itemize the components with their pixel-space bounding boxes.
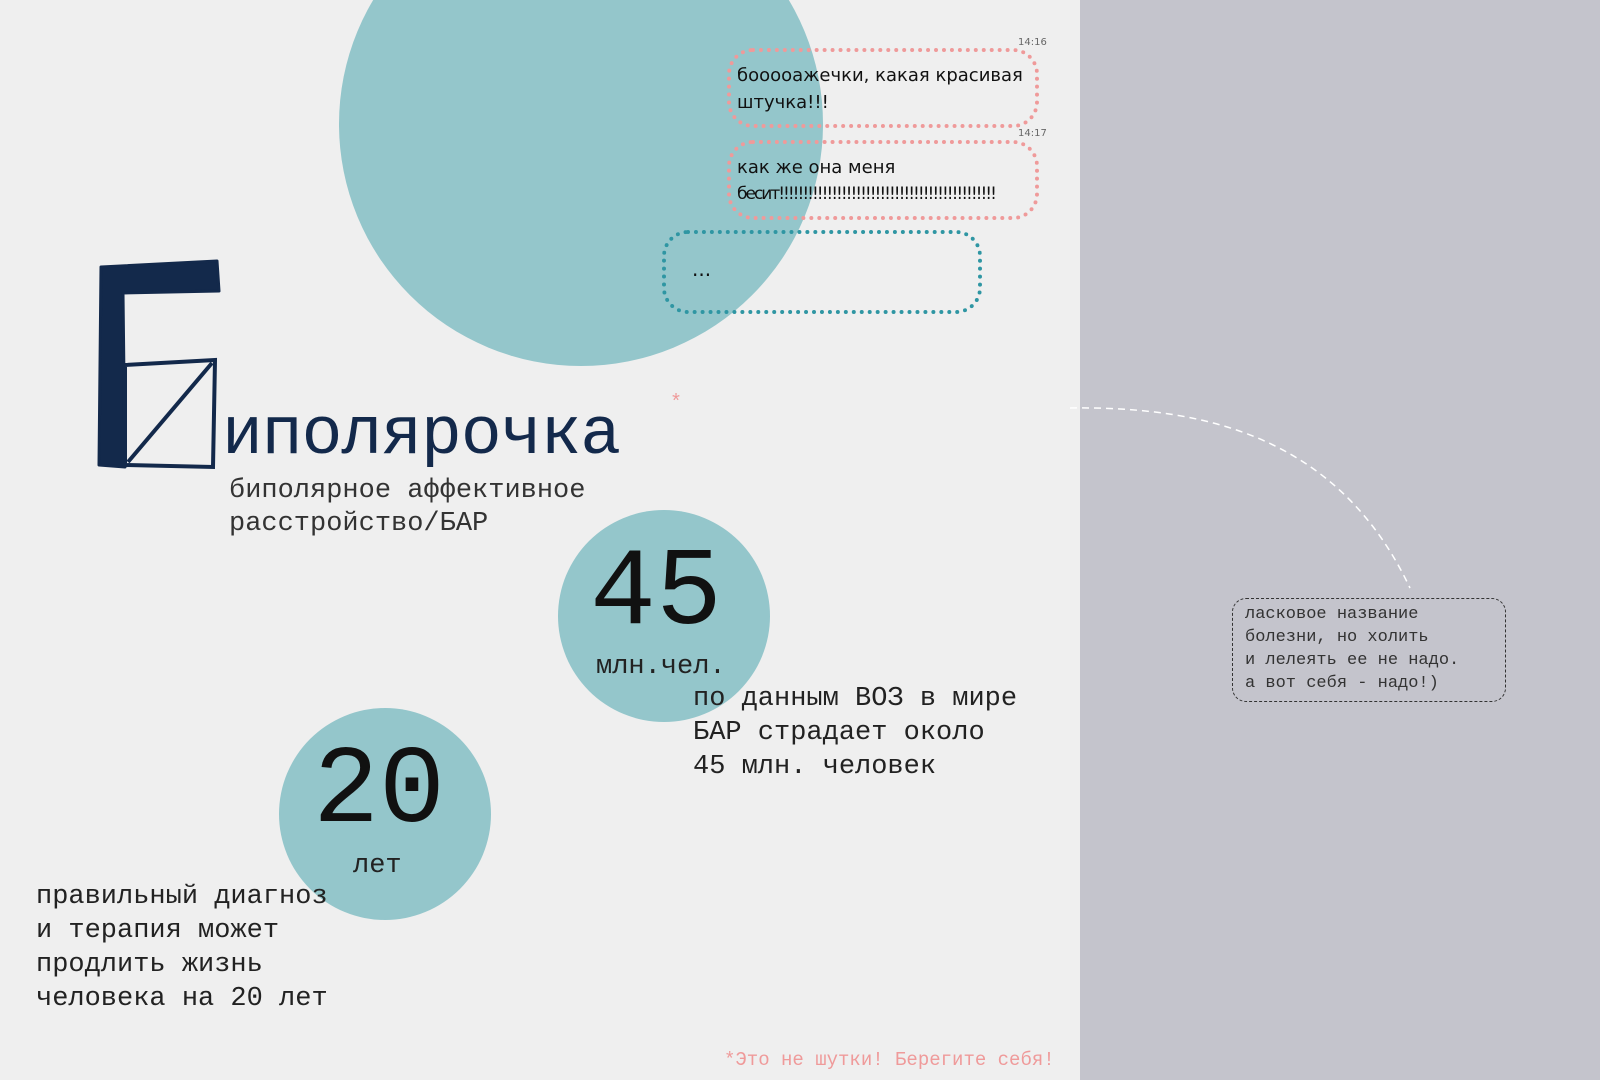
stat-desc-20-line-3: продлить жизнь (36, 950, 263, 980)
connector-curve (1070, 400, 1430, 600)
page-title: иполярочка (222, 397, 621, 474)
footnote: *Это не шутки! Берегите себя! (724, 1049, 1055, 1071)
stat-desc-45-line-1: по данным ВОЗ в мире (693, 684, 1018, 714)
stat-unit-45: млн.чел. (596, 652, 726, 682)
chat-bubble-text: как же она меня (737, 157, 896, 178)
chat-bubble-text: бооооажечки, какая красивая (737, 65, 1023, 86)
typing-bubble (662, 230, 982, 314)
chat-bubble-text: бесит!!!!!!!!!!!!!!!!!!!!!!!!!!!!!!!!!!!!!!!!!!!!! (737, 184, 995, 204)
message-time: 14:17 (1018, 128, 1047, 139)
subtitle-line-2: расстройство/БАР (229, 509, 489, 539)
stat-number-45: 45 (590, 532, 723, 657)
side-note (1232, 598, 1506, 702)
stat-desc-45-line-3: 45 млн. человек (693, 752, 937, 782)
letter-b-logo (95, 255, 225, 475)
message-time: 14:16 (1018, 37, 1047, 48)
stat-unit-20: лет (353, 851, 402, 881)
title-asterisk: * (670, 392, 683, 415)
stat-number-20: 20 (313, 730, 446, 855)
stat-desc-20-line-2: и терапия может (36, 916, 280, 946)
chat-bubble-1 (727, 48, 1039, 128)
stat-desc-45-line-2: БАР страдает около (693, 718, 985, 748)
stat-desc-20-line-1: правильный диагноз (36, 882, 328, 912)
subtitle-line-1: биполярное аффективное (229, 476, 586, 506)
side-note-line-3: и лелеять ее не надо. (1245, 651, 1460, 670)
typing-indicator: ... (692, 257, 712, 281)
side-note-line-2: болезни, но холить (1245, 628, 1429, 647)
chat-bubble-text: штучка!!! (737, 92, 829, 113)
chat-bubble-2 (727, 140, 1039, 220)
stat-desc-20-line-4: человека на 20 лет (36, 984, 328, 1014)
side-note-line-4: а вот себя - надо!) (1245, 674, 1439, 693)
side-note-line-1: ласковое название (1245, 605, 1419, 624)
